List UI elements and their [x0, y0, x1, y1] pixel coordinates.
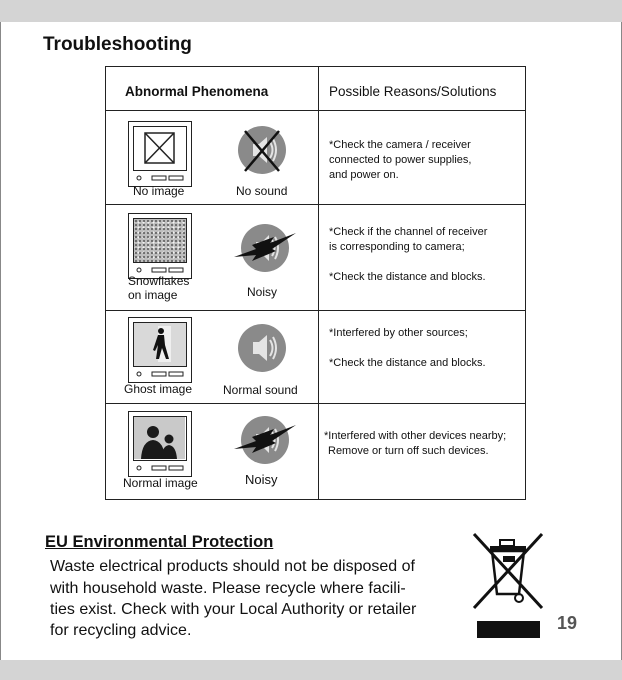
- speaker-normal-icon: [237, 323, 287, 373]
- page-number: 19: [557, 613, 578, 633]
- top-band: [0, 0, 622, 22]
- caption-normal-image: Normal image: [123, 476, 198, 490]
- speaker-noisy-icon: [232, 415, 298, 465]
- tv-monitor-icon: [128, 411, 192, 477]
- caption-noisy: Noisy: [245, 472, 278, 487]
- page-title: Troubleshooting: [43, 34, 192, 55]
- tv-monitor-icon: [128, 213, 192, 279]
- tv-monitor-icon: [128, 317, 192, 383]
- row-divider: [106, 204, 525, 205]
- row-divider: [106, 310, 525, 311]
- people-figures-icon: [134, 417, 185, 459]
- solution-line: *Check the distance and blocks.: [329, 271, 486, 283]
- solution-line: *Check if the channel of receiver: [329, 226, 488, 238]
- caption-snowflakes: Snowflakes: [128, 274, 190, 288]
- solution-line: *Interfered by other sources;: [329, 327, 468, 339]
- caption-no-image: No image: [133, 184, 185, 198]
- page-edge-left: [0, 22, 1, 660]
- solution-line: connected to power supplies,: [329, 154, 472, 166]
- solution-line: Remove or turn off such devices.: [328, 445, 489, 457]
- eu-text-line: with household waste. Please recycle where facili-: [50, 580, 406, 597]
- speaker-muted-icon: [237, 125, 287, 175]
- solution-line: *Interfered with other devices nearby;: [324, 430, 507, 442]
- solution-line: *Check the camera / receiver: [329, 139, 471, 151]
- solution-line: and power on.: [329, 169, 399, 181]
- crossed-out-wheelie-bin-icon: [470, 532, 546, 610]
- solution-line: is corresponding to camera;: [329, 241, 465, 253]
- eu-section-title: EU Environmental Protection: [45, 533, 274, 551]
- tv-monitor-icon: [128, 121, 192, 187]
- monitor-screen-snowflakes: [133, 218, 187, 263]
- caption-noisy: Noisy: [247, 285, 278, 299]
- monitor-controls-icon: [136, 174, 186, 182]
- monitor-screen-normal: [133, 416, 187, 461]
- caption-no-sound: No sound: [236, 184, 288, 198]
- row-divider: [106, 110, 525, 111]
- column-divider: [318, 67, 319, 499]
- header-abnormal-phenomena: Abnormal Phenomena: [125, 84, 269, 99]
- eu-text-line: ties exist. Check with your Local Authority or retailer: [50, 601, 417, 618]
- header-possible-solutions: Possible Reasons/Solutions: [329, 84, 497, 99]
- monitor-screen-ghost: [133, 322, 187, 367]
- weee-black-bar: [477, 621, 540, 638]
- troubleshooting-table: [105, 66, 526, 500]
- screen-cross-icon: [134, 127, 185, 169]
- bottom-band: [0, 660, 622, 680]
- monitor-controls-icon: [136, 464, 186, 472]
- speaker-noisy-icon: [232, 223, 298, 273]
- monitor-controls-icon: [136, 266, 186, 274]
- caption-on-image: on image: [128, 288, 178, 302]
- solution-line: *Check the distance and blocks.: [329, 357, 486, 369]
- ghost-figure-icon: [134, 323, 185, 365]
- row-divider: [106, 403, 525, 404]
- caption-ghost-image: Ghost image: [124, 382, 193, 396]
- monitor-controls-icon: [136, 370, 186, 378]
- eu-text-line: for recycling advice.: [50, 622, 192, 639]
- eu-text-line: Waste electrical products should not be disposed of: [50, 558, 415, 575]
- caption-normal-sound: Normal sound: [223, 383, 298, 397]
- monitor-screen-no-image: [133, 126, 187, 171]
